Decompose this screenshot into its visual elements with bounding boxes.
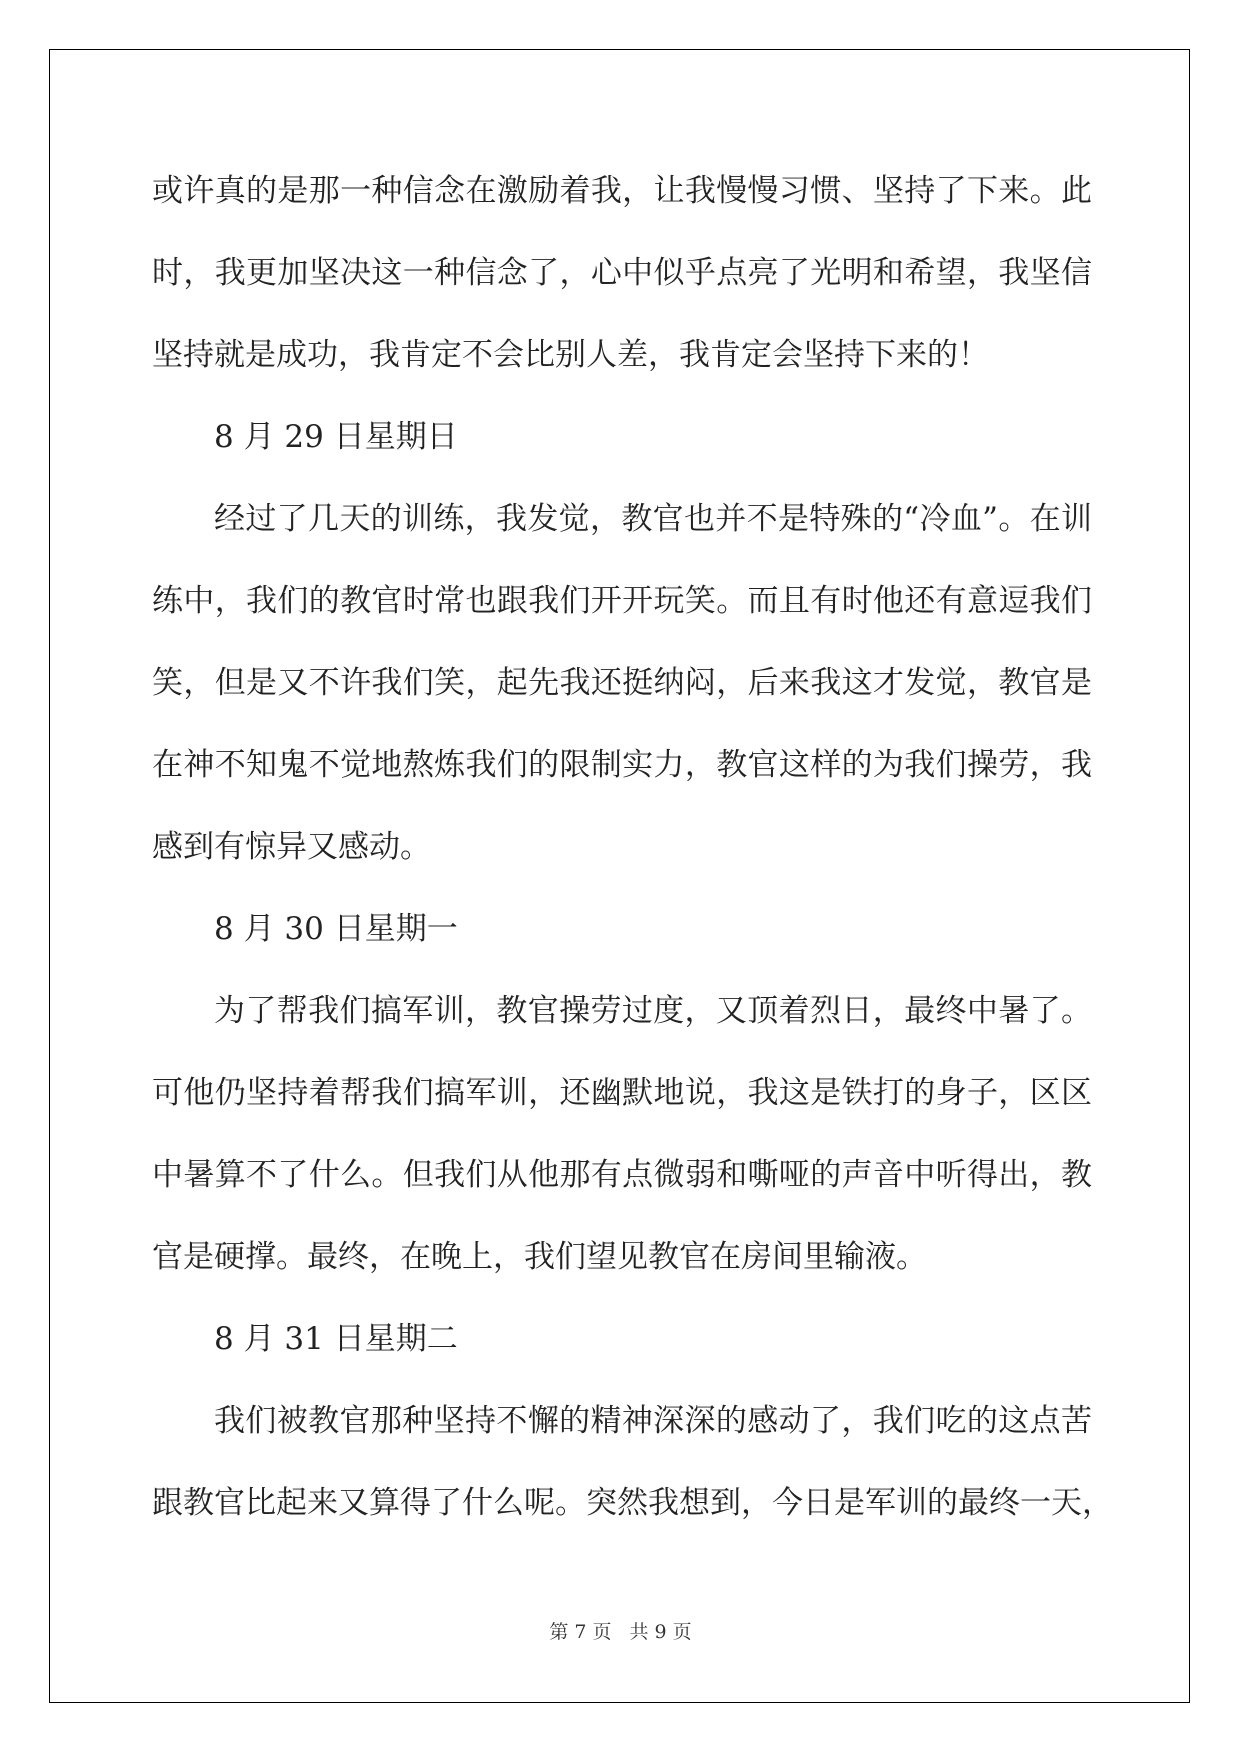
text-line: 或许真的是那一种信念在激励着我，让我慢慢习惯、坚持了下来。此 xyxy=(152,173,1092,209)
date-heading: 8 月 30 日星期一 xyxy=(214,911,458,947)
page-number: 第 7 页 xyxy=(549,1621,612,1643)
text-line: 感到有惊异又感动。 xyxy=(152,829,431,865)
date-heading: 8 月 29 日星期日 xyxy=(214,419,458,455)
document-body xyxy=(152,156,1113,1550)
text-line: 可他仍坚持着帮我们搞军训，还幽默地说，我这是铁打的身子，区区 xyxy=(152,1075,1092,1111)
text-line: 坚持就是成功，我肯定不会比别人差，我肯定会坚持下来的！ xyxy=(152,337,989,373)
text-line: 我们被教官那种坚持不懈的精神深深的感动了，我们吃的这点苦 xyxy=(214,1403,1092,1439)
text-line: 时，我更加坚决这一种信念了，心中似乎点亮了光明和希望，我坚信 xyxy=(152,255,1092,291)
text-line: 跟教官比起来又算得了什么呢。突然我想到，今日是军训的最终一天， xyxy=(152,1485,1113,1521)
text-line: 笑，但是又不许我们笑，起先我还挺纳闷，后来我这才发觉，教官是 xyxy=(152,665,1092,701)
text-line: 在神不知鬼不觉地熬炼我们的限制实力，教官这样的为我们操劳，我 xyxy=(152,747,1092,783)
text-line: 官是硬撑。最终，在晚上，我们望见教官在房间里输液。 xyxy=(152,1239,927,1275)
text-line: 经过了几天的训练，我发觉，教官也并不是特殊的“冷血”。在训 xyxy=(214,501,1092,537)
text-line: 为了帮我们搞军训，教官操劳过度，又顶着烈日，最终中暑了。 xyxy=(214,993,1092,1029)
text-line: 中暑算不了什么。但我们从他那有点微弱和嘶哑的声音中听得出，教 xyxy=(152,1157,1092,1193)
page-total: 共 9 页 xyxy=(629,1621,692,1643)
date-heading: 8 月 31 日星期二 xyxy=(214,1321,458,1357)
page-footer xyxy=(0,1617,1241,1644)
text-line: 练中，我们的教官时常也跟我们开开玩笑。而且有时他还有意逗我们 xyxy=(152,583,1092,619)
